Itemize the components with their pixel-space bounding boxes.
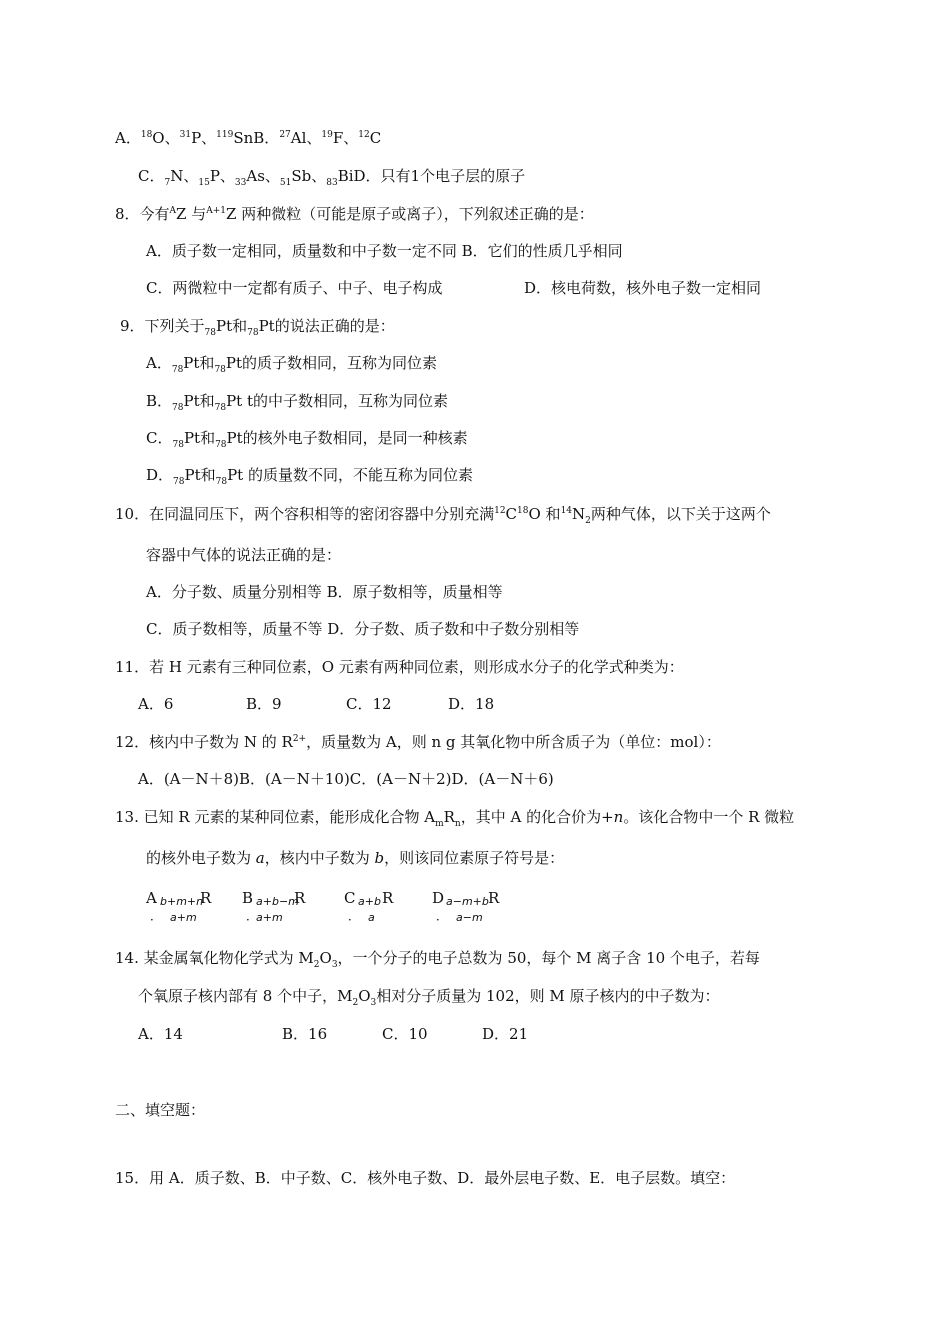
- q14-stem: 14. 某金属氧化物化学式为 $M_2O_3$，一个分子的电子总数为 50，每个 M 离子含 10 个电子，若每: [115, 949, 760, 970]
- q14-option-d: D．21: [482, 1025, 529, 1043]
- q11-stem: 11．若 H 元素有三种同位素，O 元素有两种同位素，则形成水分子的化学式种类为：: [115, 658, 684, 676]
- q9-stem: 9．下列关于$_{78}$Pt和$_{78}$Pt的说法正确的是：: [120, 317, 395, 338]
- q14-option-b: B．16: [282, 1025, 328, 1043]
- q9-option-c: C．$_{78}$Pt和$_{78}$Pt的核外电子数相同，是同一种核素: [146, 429, 468, 450]
- q7-option-ab: A．$^{18}$O、$^{31}$P、$^{119}$SnB．$^{27}$Al、$^{19}$F、$^{12}$C: [115, 129, 382, 147]
- q13-option-b: B ． a+b−m R a+m: [242, 889, 306, 924]
- q10-option-ab: A．分子数、质量分别相等 B．原子数相等，质量相等: [146, 583, 503, 601]
- q8-option-d: D．核电荷数，核外电子数一定相同: [524, 279, 762, 297]
- q9-option-d: D．$_{78}$Pt和$_{78}$Pt 的质量数不同，不能互称为同位素: [146, 466, 473, 487]
- q14-stem-line2: 个氧原子核内部有 8 个中子，$M_2O_3$相对分子质量为 102，则 M 原子核内的中子数为：: [138, 987, 720, 1008]
- q13-option-d: D ． a−m+b R a−m: [432, 889, 500, 924]
- section-heading-fill-in: 二、填空题：: [115, 1101, 206, 1119]
- q11-option-b: B．9: [246, 695, 282, 713]
- q14-options: [138, 1024, 558, 1044]
- q12-stem: 12．核内中子数为 N 的 $R^{2+}$，质量数为 A，则 n g 其氧化物中所含质子为（单位：mol）：: [115, 733, 721, 751]
- q9-option-b: B．$_{78}$Pt和$_{78}$Pt t的中子数相同，互称为同位素: [146, 392, 449, 413]
- q11-options: [138, 694, 558, 714]
- q8-option-ab: A．质子数一定相同，质量数和中子数一定不同 B．它们的性质几乎相同: [146, 242, 623, 260]
- q11-option-c: C．12: [346, 695, 392, 713]
- q8-stem: 8．今有$^A$Z 与$^{A+1}$Z 两种微粒（可能是原子或离子），下列叙述正确的是：: [115, 205, 594, 223]
- q13-stem: 13. 已知 R 元素的某种同位素，能形成化合物 $A_mR_n$，其中 A 的化合价为+n。该化合物中一个 R 微粒: [115, 808, 795, 829]
- q10-option-cd: C．质子数相等，质量不等 D．分子数、质子数和中子数分别相等: [146, 620, 580, 638]
- q11-option-a: A．6: [138, 695, 174, 713]
- q13-option-c: C ． a+b R a: [344, 889, 394, 924]
- q11-option-d: D．18: [448, 695, 495, 713]
- q7-option-cd: C．$_7$N、$_{15}$P、$_{33}$As、$_{51}$Sb、$_{83}$BiD．只有1个电子层的原子: [138, 167, 526, 188]
- q13-option-a: A ． b+m+n R a+m: [146, 889, 212, 924]
- q9-option-a: A．$_{78}$Pt和$_{78}$Pt的质子数相同，互称为同位素: [146, 354, 438, 375]
- q8-option-c: C．两微粒中一定都有质子、中子、电子构成: [146, 279, 443, 297]
- q15-stem: 15．用 A．质子数、B．中子数、C．核外电子数、D．最外层电子数、E．电子层数。填空：: [115, 1169, 736, 1187]
- q13-stem-line2: 的核外电子数为 a，核内中子数为 b，则该同位素原子符号是：: [146, 849, 565, 867]
- q12-options: A．(A－N＋8)B．(A－N＋10)C．(A－N＋2)D．(A－N＋6): [138, 770, 554, 788]
- q10-stem-line2: 容器中气体的说法正确的是：: [146, 546, 342, 564]
- q14-option-a: A．14: [138, 1025, 183, 1043]
- q14-option-c: C．10: [382, 1025, 428, 1043]
- q10-stem: 10．在同温同压下，两个容积相等的密闭容器中分别充满$^{12}C^{18}O$ 和$^{14}N_2$两种气体，以下关于这两个: [115, 505, 771, 526]
- q13-options: [146, 888, 546, 932]
